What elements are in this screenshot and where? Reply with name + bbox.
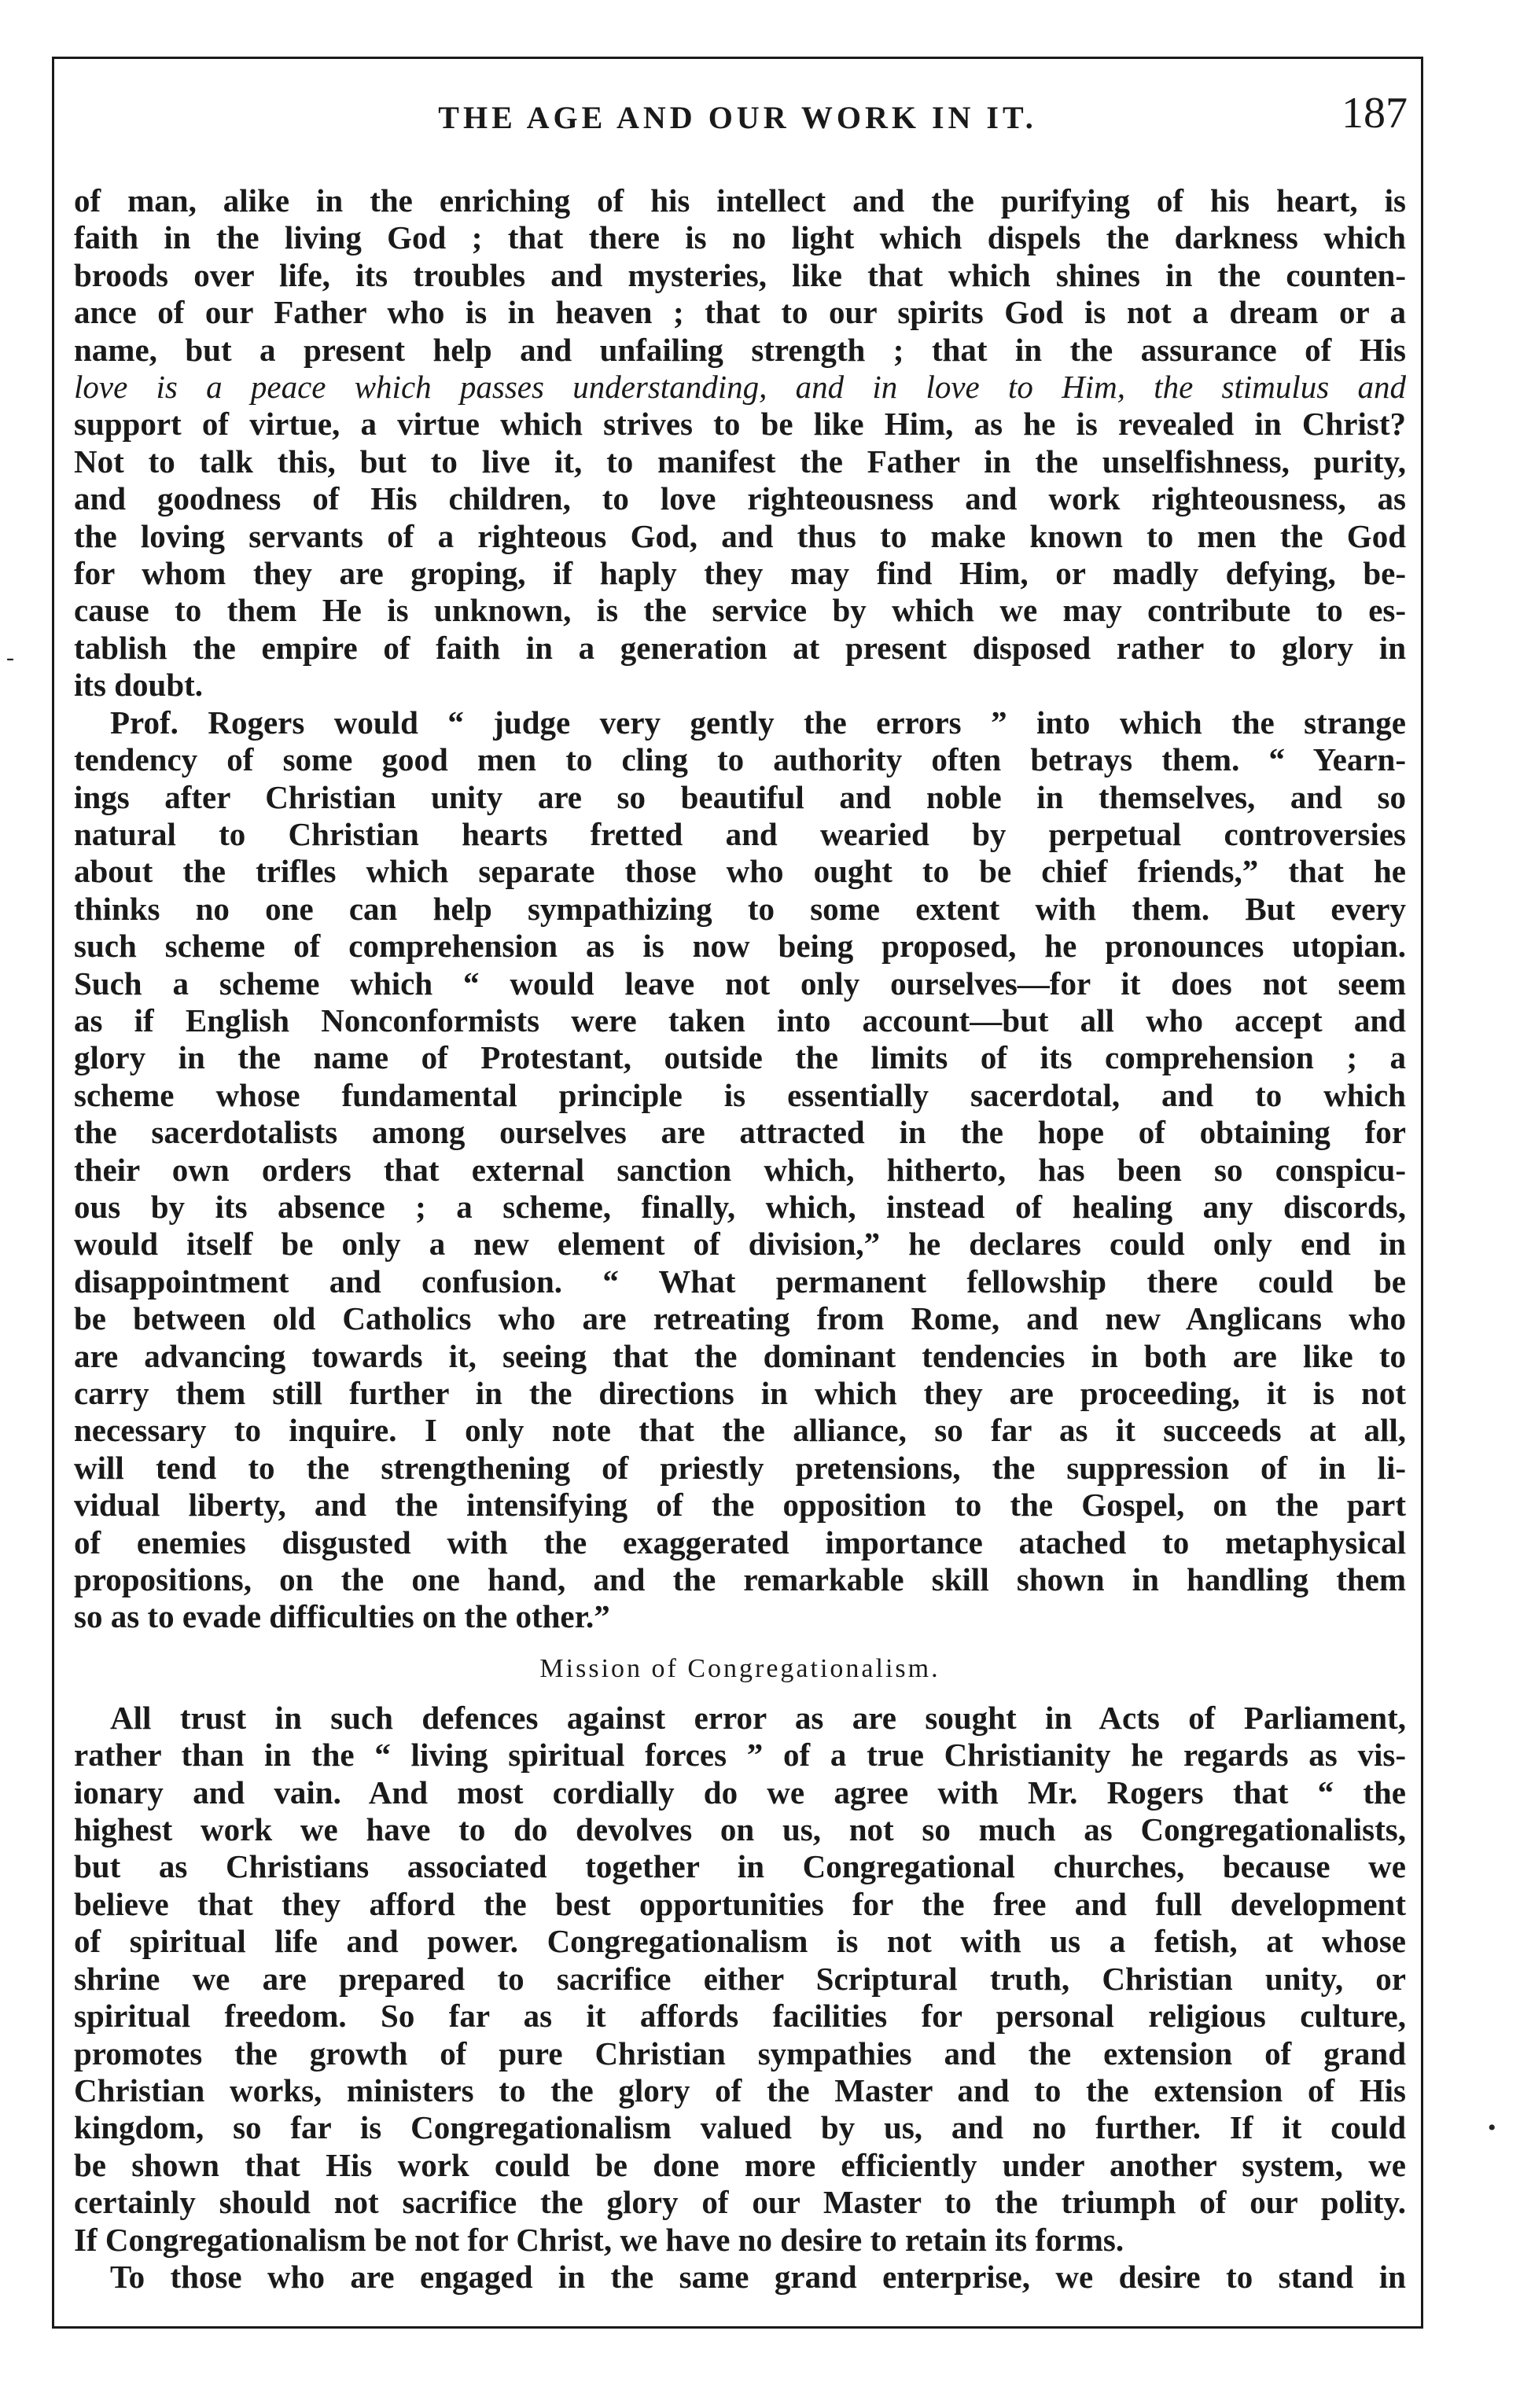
text-line: would itself be only a new element of division,” he declares could only end in: [74, 1226, 1406, 1263]
text-line: necessary to inquire. I only note that the alliance, so far as it succeeds at all,: [74, 1412, 1406, 1449]
body-text: [74, 182, 1406, 2296]
text-line: as if English Nonconformists were taken into account—but all who accept and: [74, 1002, 1406, 1039]
text-line: be between old Catholics who are retreating from Rome, and new Anglicans who: [74, 1300, 1406, 1337]
text-line: but as Christians associated together in Congregational churches, because we: [74, 1848, 1406, 1885]
text-line: ionary and vain. And most cordially do we agree with Mr. Rogers that “ the: [74, 1774, 1406, 1811]
text-line: tendency of some good men to cling to authority often betrays them. “ Yearn-: [74, 741, 1406, 778]
text-line: ance of our Father who is in heaven ; that to our spirits God is not a dream or a: [74, 294, 1406, 331]
text-line: and goodness of His children, to love righteousness and work righteousness, as: [74, 480, 1406, 517]
section-heading: Mission of Congregationalism.: [539, 1653, 940, 1683]
text-line: Such a scheme which “ would leave not only ourselves—for it does not seem: [74, 965, 1406, 1002]
text-line: tablish the empire of faith in a generation at present disposed rather to glory in: [74, 629, 1406, 666]
text-line: carry them still further in the directions in which they are proceeding, it is not: [74, 1375, 1406, 1411]
text-line: shrine we are prepared to sacrifice either Scriptural truth, Christian unity, or: [74, 1960, 1406, 1997]
page-number: 187: [1342, 89, 1408, 138]
text-line: the loving servants of a righteous God, and thus to make known to men the God: [74, 517, 1406, 554]
text-line: certainly should not sacrifice the glory of our Master to the triumph of our polity.: [74, 2184, 1406, 2221]
text-line: cause to them He is unknown, is the service by which we may contribute to es-: [74, 592, 1406, 629]
paragraph-3: [74, 1700, 1406, 2259]
text-line: promotes the growth of pure Christian sympathies and the extension of grand: [74, 2035, 1406, 2072]
right-margin-mark: •: [1488, 2115, 1496, 2141]
text-line: its doubt.: [74, 667, 204, 704]
text-line: Christian works, ministers to the glory of the Master and to the extension of His: [74, 2072, 1406, 2108]
text-line: vidual liberty, and the intensifying of the opposition to the Gospel, on the part: [74, 1487, 1406, 1524]
text-line: are advancing towards it, seeing that the dominant tendencies in both are like to: [74, 1337, 1406, 1374]
left-margin-mark: -: [6, 645, 14, 671]
text-line: of spiritual life and power. Congregationalism is not with us a fetish, at whose: [74, 1923, 1406, 1960]
text-line: be shown that His work could be done more efficiently under another system, we: [74, 2146, 1406, 2183]
text-line: believe that they afford the best opportunities for the free and full development: [74, 1885, 1406, 1922]
text-line: support of virtue, a virtue which strives to be like Him, as he is revealed in Christ?: [74, 406, 1406, 443]
text-line: of enemies disgusted with the exaggerated importance atached to metaphysical: [74, 1524, 1406, 1561]
running-title: THE AGE AND OUR WORK IN IT.: [438, 100, 1037, 135]
text-line: Not to talk this, but to live it, to manifest the Father in the unselfishness, purity,: [74, 443, 1406, 480]
text-line: such scheme of comprehension as is now being proposed, he pronounces utopian.: [74, 928, 1406, 965]
text-line: for whom they are groping, if haply they may find Him, or madly defying, be-: [74, 555, 1406, 592]
text-line: so as to evade difficulties on the other.”: [74, 1598, 610, 1635]
paragraph-1: [74, 182, 1406, 704]
text-line: highest work we have to do devolves on us, not so much as Congregationalists,: [74, 1811, 1406, 1848]
text-line: about the trifles which separate those who ought to be chief friends,” that he: [74, 853, 1406, 890]
text-line: broods over life, its troubles and mysteries, like that which shines in the counten-: [74, 256, 1406, 293]
text-line: the sacerdotalists among ourselves are attracted in the hope of obtaining for: [74, 1114, 1406, 1151]
text-line: disappointment and confusion. “ What permanent fellowship there could be: [74, 1263, 1406, 1300]
running-head: [52, 88, 1423, 151]
paragraph-2: [74, 704, 1406, 1636]
text-line: their own orders that external sanction which, hitherto, has been so conspicu-: [74, 1151, 1406, 1188]
paragraph-4: [74, 2259, 1406, 2296]
text-line: propositions, on the one hand, and the remarkable skill shown in handling them: [74, 1561, 1406, 1598]
text-line: Prof. Rogers would “ judge very gently the errors ” into which the strange: [110, 704, 1406, 741]
text-line-italic: love is a peace which passes understanding, and in love to Him, the stimulus and: [74, 369, 1406, 406]
text-line: thinks no one can help sympathizing to some extent with them. But every: [74, 890, 1406, 927]
text-line: glory in the name of Protestant, outside the limits of its comprehension ; a: [74, 1039, 1406, 1076]
text-line: natural to Christian hearts fretted and wearied by perpetual controversies: [74, 815, 1406, 852]
text-line: name, but a present help and unfailing strength ; that in the assurance of His: [74, 331, 1406, 368]
text-line: will tend to the strengthening of priestly pretensions, the suppression of in li-: [74, 1449, 1406, 1486]
text-line: ous by its absence ; a scheme, finally, which, instead of healing any discords,: [74, 1188, 1406, 1225]
text-line: To those who are engaged in the same grand enterprise, we desire to stand in: [110, 2258, 1406, 2295]
text-line: of man, alike in the enriching of his intellect and the purifying of his heart, is: [74, 182, 1406, 219]
text-line: kingdom, so far is Congregationalism valued by us, and no further. If it could: [74, 2109, 1406, 2146]
text-line: If Congregationalism be not for Christ, we have no desire to retain its forms.: [74, 2221, 1124, 2258]
text-line: rather than in the “ living spiritual forces ” of a true Christianity he regards as vis-: [74, 1737, 1406, 1774]
text-line: faith in the living God ; that there is no light which dispels the darkness which: [74, 219, 1406, 256]
text-line: scheme whose fundamental principle is essentially sacerdotal, and to which: [74, 1076, 1406, 1113]
text-line: All trust in such defences against error as are sought in Acts of Parliament,: [110, 1699, 1406, 1736]
text-line: ings after Christian unity are so beautiful and noble in themselves, and so: [74, 778, 1406, 815]
text-line: spiritual freedom. So far as it affords facilities for personal religious culture,: [74, 1998, 1406, 2035]
